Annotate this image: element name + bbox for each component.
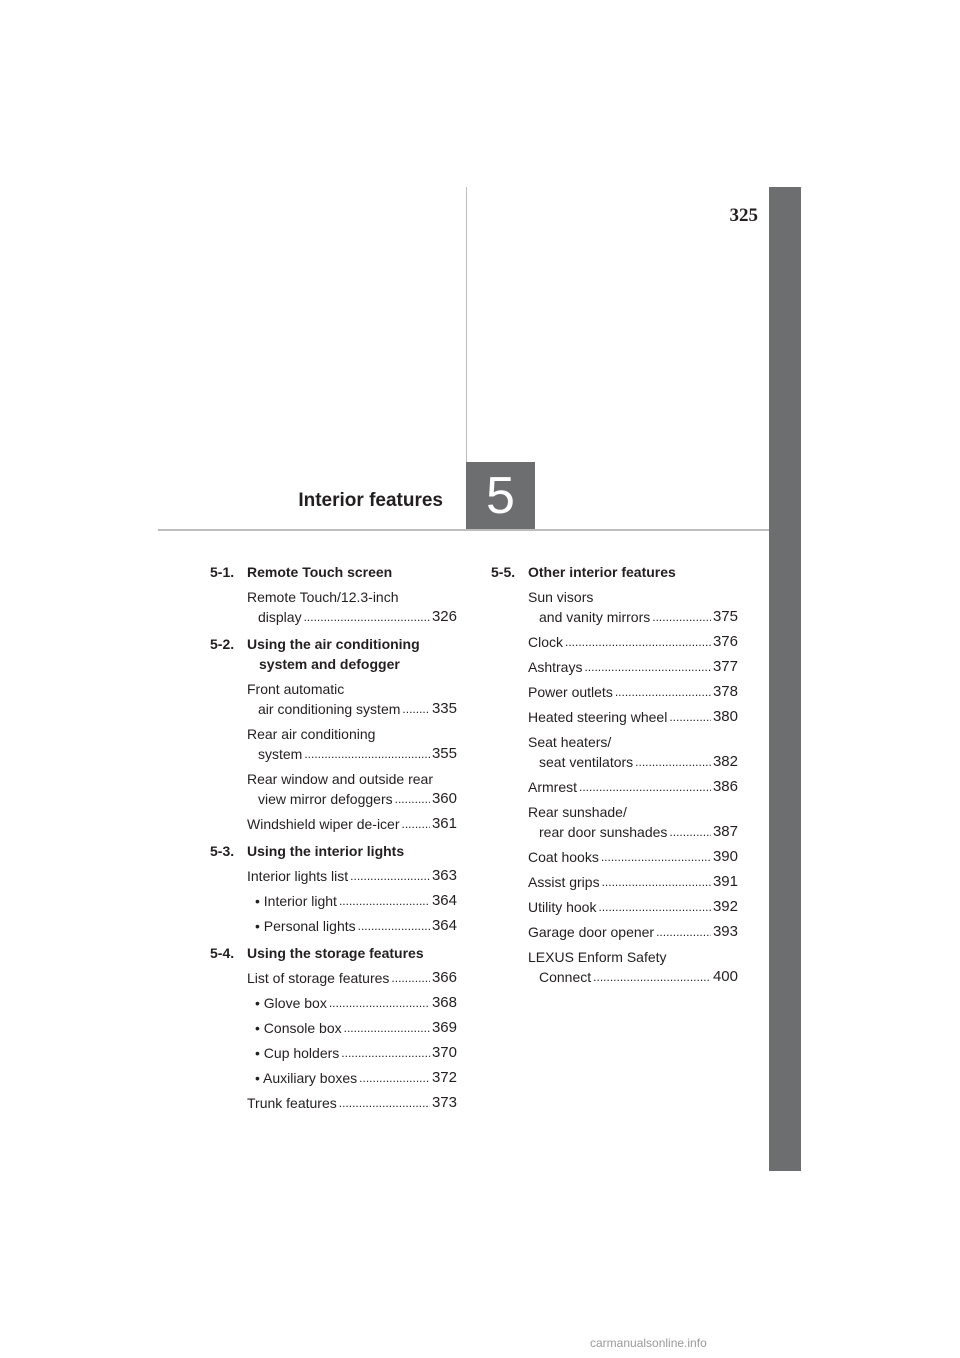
chapter-side-tab <box>769 187 801 1171</box>
dot-leader <box>358 916 430 936</box>
entry-row <box>247 699 457 719</box>
section-heading <box>210 634 457 674</box>
entry-page-number: 382 <box>712 753 738 770</box>
toc-entry[interactable] <box>528 847 738 867</box>
dot-leader <box>669 822 711 842</box>
entry-page-number: 364 <box>431 917 457 934</box>
entry-title-line: LEXUS Enform Safety <box>528 949 667 965</box>
dot-leader <box>344 1018 430 1038</box>
toc-entry[interactable] <box>247 724 457 764</box>
watermark: carmanualsonline.info <box>590 1336 707 1350</box>
section-title <box>247 634 457 674</box>
toc-left-column <box>210 562 457 1120</box>
entry-title-line: Seat heaters/ <box>528 734 612 750</box>
section-entries <box>210 866 457 936</box>
toc-entry[interactable] <box>528 587 738 627</box>
entry-page-number: 390 <box>712 848 738 865</box>
entry-row <box>247 866 457 886</box>
entry-page-number: 380 <box>712 708 738 725</box>
entry-page-number: 368 <box>431 994 457 1011</box>
toc-entry[interactable] <box>247 891 457 911</box>
toc-entry[interactable] <box>528 632 738 652</box>
toc-entry[interactable] <box>247 993 457 1013</box>
entry-title: Assist grips <box>528 874 600 890</box>
dot-leader <box>402 699 430 719</box>
dot-leader <box>391 968 430 988</box>
section-number: 5-3. <box>210 843 235 859</box>
entry-row <box>528 632 738 652</box>
toc-section <box>210 562 457 627</box>
entry-row <box>528 657 738 677</box>
dot-leader <box>339 1093 430 1113</box>
toc-entry[interactable] <box>247 968 457 988</box>
entry-row <box>255 916 457 936</box>
page-number: 325 <box>729 205 758 226</box>
entry-title: Windshield wiper de-icer <box>247 816 400 832</box>
toc-entry[interactable] <box>247 587 457 627</box>
section-number: 5-2. <box>210 636 235 652</box>
entry-row <box>528 777 738 797</box>
entry-page-number: 400 <box>712 968 738 985</box>
vertical-divider <box>466 187 467 463</box>
dot-leader <box>304 744 430 764</box>
toc-entry[interactable] <box>247 1068 457 1088</box>
dot-leader <box>593 967 711 987</box>
toc-entry[interactable] <box>528 802 738 842</box>
section-entries <box>210 679 457 834</box>
toc-entry[interactable] <box>528 872 738 892</box>
dot-leader <box>565 632 711 652</box>
entry-title: Utility hook <box>528 899 597 915</box>
entry-page-number: 360 <box>431 790 457 807</box>
entry-title-line: Rear sunshade/ <box>528 804 627 820</box>
section-entries <box>210 968 457 1113</box>
entry-page-number: 369 <box>431 1019 457 1036</box>
entry-row <box>528 752 738 772</box>
entry-page-number: 364 <box>431 892 457 909</box>
entry-title: Power outlets <box>528 684 613 700</box>
entry-row <box>247 744 457 764</box>
entry-page-number: 392 <box>712 898 738 915</box>
entry-row <box>528 682 738 702</box>
entry-row <box>528 967 738 987</box>
dot-leader <box>615 682 711 702</box>
entry-title: • Console box <box>255 1020 342 1036</box>
toc-section <box>210 841 457 936</box>
section-title <box>247 841 457 861</box>
entry-title: • Cup holders <box>255 1045 340 1061</box>
entry-title: • Glove box <box>255 995 327 1011</box>
toc-entry[interactable] <box>247 866 457 886</box>
entry-title: display <box>258 609 302 625</box>
section-number: 5-4. <box>210 945 235 961</box>
toc-section <box>210 943 457 1113</box>
entry-row <box>247 814 457 834</box>
entry-title: Coat hooks <box>528 849 599 865</box>
dot-leader <box>602 872 711 892</box>
toc-entry[interactable] <box>247 916 457 936</box>
entry-row <box>247 1093 457 1113</box>
chapter-number-box <box>466 462 535 529</box>
entry-title-line: Rear window and outside rear <box>247 771 433 787</box>
entry-page-number: 378 <box>712 683 738 700</box>
entry-page-number: 326 <box>431 608 457 625</box>
entry-title: Trunk features <box>247 1095 337 1111</box>
toc-entry[interactable] <box>247 814 457 834</box>
entry-page-number: 377 <box>712 658 738 675</box>
toc-right-column <box>491 562 738 994</box>
entry-page-number: 372 <box>431 1069 457 1086</box>
entry-title: rear door sunshades <box>539 824 668 840</box>
toc-entry[interactable] <box>528 777 738 797</box>
section-entries <box>491 587 738 987</box>
entry-page-number: 376 <box>712 633 738 650</box>
entry-title: Heated steering wheel <box>528 709 668 725</box>
dot-leader <box>350 866 430 886</box>
entry-row <box>247 607 457 627</box>
entry-page-number: 366 <box>431 969 457 986</box>
section-title-line: Using the storage features <box>247 945 424 961</box>
entry-title: system <box>258 746 303 762</box>
entry-row <box>528 607 738 627</box>
section-heading <box>491 562 738 582</box>
dot-leader <box>652 607 711 627</box>
entry-title-line: Sun visors <box>528 589 594 605</box>
entry-title: view mirror defoggers <box>258 791 393 807</box>
entry-title: • Interior light <box>255 893 337 909</box>
toc-entry[interactable] <box>528 682 738 702</box>
section-title-line: Using the interior lights <box>247 843 405 859</box>
section-title-line: Remote Touch screen <box>247 564 393 580</box>
toc-entry[interactable] <box>528 657 738 677</box>
dot-leader <box>304 607 430 627</box>
entry-title: • Auxiliary boxes <box>255 1070 358 1086</box>
chapter-title: Interior features <box>298 490 443 511</box>
toc-entry[interactable] <box>528 947 738 987</box>
dot-leader <box>329 993 430 1013</box>
entry-page-number: 370 <box>431 1044 457 1061</box>
toc-entry[interactable] <box>247 1018 457 1038</box>
entry-row <box>255 1068 457 1088</box>
dot-leader <box>635 752 711 772</box>
toc-entry[interactable] <box>528 897 738 917</box>
section-heading <box>210 562 457 582</box>
entry-row <box>528 707 738 727</box>
dot-leader <box>598 897 711 917</box>
toc-entry[interactable] <box>247 1043 457 1063</box>
toc-section <box>210 634 457 834</box>
toc-entry[interactable] <box>528 707 738 727</box>
dot-leader <box>584 657 711 677</box>
entry-page-number: 355 <box>431 745 457 762</box>
entry-title-line: Rear air conditioning <box>247 726 376 742</box>
entry-page-number: 361 <box>431 815 457 832</box>
entry-page-number: 375 <box>712 608 738 625</box>
entry-title: Armrest <box>528 779 577 795</box>
entry-row <box>255 1018 457 1038</box>
dot-leader <box>341 1043 430 1063</box>
toc-entry[interactable] <box>528 922 738 942</box>
chapter-number: 5 <box>486 466 515 525</box>
section-entries <box>210 587 457 627</box>
section-title-line: Using the air conditioning <box>247 636 420 652</box>
section-number: 5-5. <box>491 564 516 580</box>
section-number: 5-1. <box>210 564 235 580</box>
entry-row <box>528 847 738 867</box>
entry-title: Clock <box>528 634 564 650</box>
entry-row <box>255 891 457 911</box>
entry-page-number: 391 <box>712 873 738 890</box>
horizontal-divider <box>158 529 769 531</box>
entry-row <box>247 789 457 809</box>
entry-row <box>528 897 738 917</box>
section-heading <box>210 841 457 861</box>
entry-page-number: 386 <box>712 778 738 795</box>
section-title-line: Other interior features <box>528 564 676 580</box>
dot-leader <box>579 777 711 797</box>
entry-page-number: 387 <box>712 823 738 840</box>
entry-title: and vanity mirrors <box>539 609 651 625</box>
entry-row <box>255 1043 457 1063</box>
toc-entry[interactable] <box>528 732 738 772</box>
entry-title: Connect <box>539 969 592 985</box>
entry-title-line: Remote Touch/12.3-inch <box>247 589 399 605</box>
entry-page-number: 335 <box>431 700 457 717</box>
dot-leader <box>359 1068 430 1088</box>
entry-row <box>528 822 738 842</box>
section-title-continuation: system and defogger <box>259 656 400 672</box>
dot-leader <box>395 789 430 809</box>
entry-title: seat ventilators <box>539 754 634 770</box>
entry-title: air conditioning system <box>258 701 401 717</box>
section-title <box>528 562 738 582</box>
entry-title: Ashtrays <box>528 659 583 675</box>
entry-row <box>528 922 738 942</box>
entry-page-number: 373 <box>431 1094 457 1111</box>
toc-entry[interactable] <box>247 679 457 719</box>
dot-leader <box>339 891 430 911</box>
entry-title: Garage door opener <box>528 924 655 940</box>
toc-entry[interactable] <box>247 1093 457 1113</box>
dot-leader <box>669 707 711 727</box>
entry-page-number: 393 <box>712 923 738 940</box>
section-title <box>247 562 457 582</box>
entry-title: Interior lights list <box>247 868 349 884</box>
toc-section <box>491 562 738 987</box>
dot-leader <box>601 847 711 867</box>
entry-title-line: Front automatic <box>247 681 345 697</box>
entry-row <box>247 968 457 988</box>
dot-leader <box>656 922 711 942</box>
entry-page-number: 363 <box>431 867 457 884</box>
section-heading <box>210 943 457 963</box>
section-title <box>247 943 457 963</box>
entry-row <box>255 993 457 1013</box>
entry-row <box>528 872 738 892</box>
entry-title: • Personal lights <box>255 918 356 934</box>
toc-entry[interactable] <box>247 769 457 809</box>
entry-title: List of storage features <box>247 970 390 986</box>
dot-leader <box>402 814 430 834</box>
